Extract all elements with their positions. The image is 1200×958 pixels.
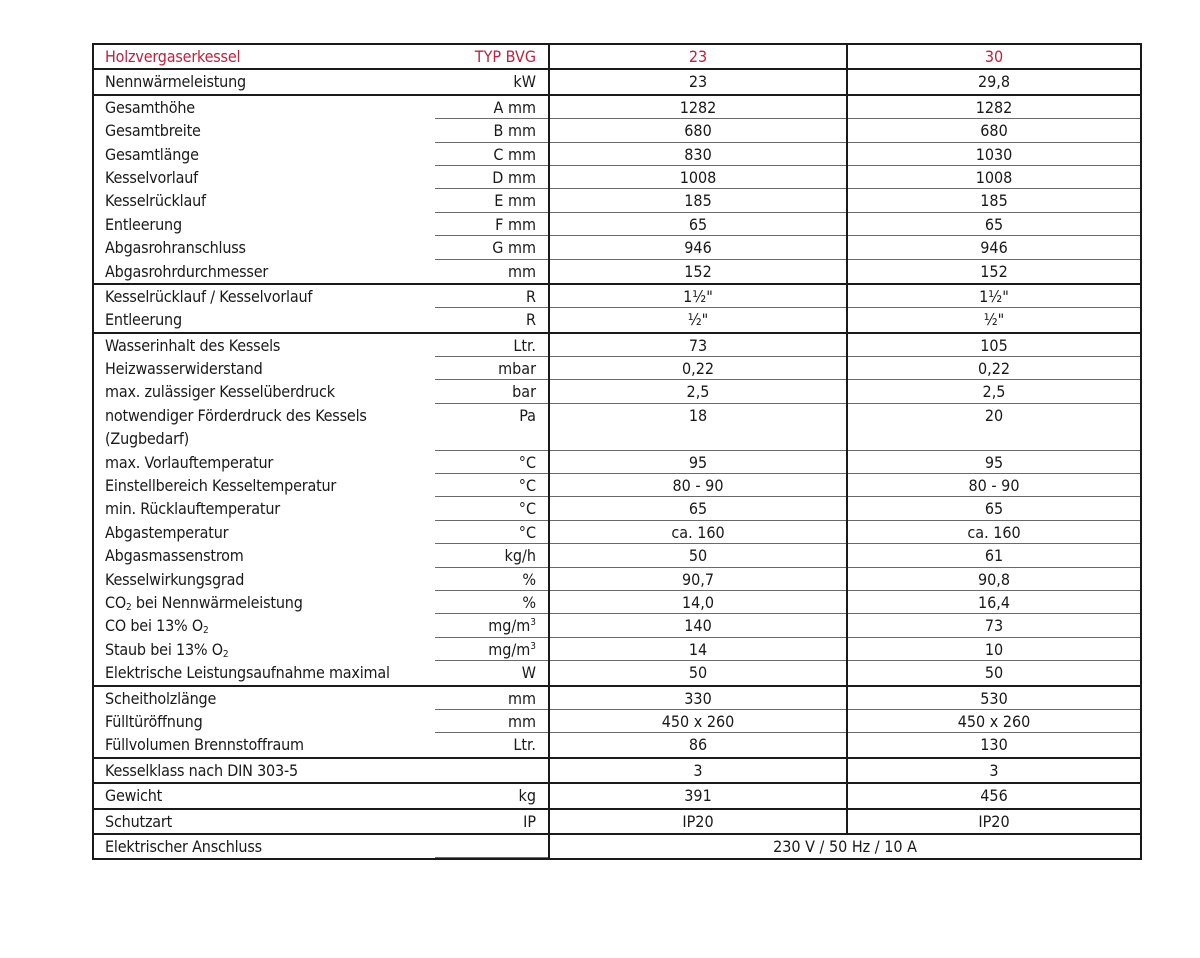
row-value-model-30: 65	[846, 213, 1140, 236]
row-label: Abgasrohranschluss	[105, 238, 246, 258]
row-unit: R	[437, 285, 548, 308]
row-value-model-23: 330	[548, 687, 846, 710]
row-label: Fülltüröffnung	[105, 711, 203, 731]
header-model-23: 23	[548, 45, 846, 68]
row-value-model-23: 95	[548, 451, 846, 474]
row-unit: E mm	[437, 189, 548, 212]
subscript: 2	[125, 602, 132, 613]
header-type-label: TYP BVG	[474, 47, 536, 66]
table-row	[94, 784, 1140, 809]
row-label: Abgasmassenstrom	[105, 546, 244, 566]
table-row	[94, 70, 1140, 95]
row-unit: Ltr.	[437, 334, 548, 357]
row-value-model-30: 0,22	[846, 357, 1140, 380]
row-unit: C mm	[437, 143, 548, 166]
row-value-model-30: 1030	[846, 143, 1140, 166]
row-unit: mm	[437, 687, 548, 710]
row-label: Wasserinhalt des Kessels	[105, 335, 281, 355]
row-label: Füllvolumen Brennstoffraum	[105, 735, 304, 755]
row-value-model-23: ca. 160	[548, 521, 846, 544]
row-value-model-23: 1282	[548, 96, 846, 119]
row-value-model-23: 50	[548, 544, 846, 567]
table-row	[94, 638, 1140, 661]
label-text: bei Nennwärmeleistung	[131, 593, 303, 612]
row-unit: A mm	[437, 96, 548, 119]
row-value-model-30: 946	[846, 236, 1140, 259]
label-line-2: (Zugbedarf)	[105, 429, 190, 449]
row-unit: mm	[507, 261, 536, 281]
table-row	[94, 661, 1140, 686]
row-value-model-30: 130	[846, 733, 1140, 756]
table-row	[94, 497, 1140, 520]
row-value-model-30: 16,4	[846, 591, 1140, 614]
table-row	[94, 687, 1140, 710]
row-unit: mm	[437, 710, 548, 733]
row-value-model-23: 185	[548, 189, 846, 212]
table-row	[94, 236, 1140, 259]
subscript: 2	[222, 648, 229, 660]
row-value-model-30: 3	[846, 759, 1140, 782]
row-unit: °C	[437, 474, 548, 497]
row-label	[94, 614, 437, 637]
table-row	[94, 544, 1140, 567]
row-value-model-30: 20	[846, 404, 1140, 451]
row-value-model-30: 450 x 260	[846, 710, 1140, 733]
row-unit	[437, 835, 548, 858]
table-row	[94, 810, 1140, 835]
row-value-model-23: 3	[548, 759, 846, 782]
row-label: min. Rücklauftemperatur	[105, 499, 281, 519]
row-value-model-30: 185	[846, 189, 1140, 212]
row-unit: kW	[513, 72, 536, 92]
row-value-model-30: ca. 160	[846, 521, 1140, 544]
row-value-model-23: 152	[548, 260, 846, 283]
superscript: 3	[530, 640, 536, 652]
row-label: Abgasrohrdurchmesser	[105, 261, 269, 281]
table-row	[94, 614, 1140, 637]
row-label: Kesselvorlauf	[105, 167, 199, 187]
row-label	[94, 404, 437, 451]
row-value-model-23: 65	[548, 213, 846, 236]
table-row	[94, 357, 1140, 380]
row-label	[94, 591, 437, 614]
row-value-model-30: 50	[846, 661, 1140, 684]
table-row	[94, 380, 1140, 403]
row-value-model-23: 1008	[548, 166, 846, 189]
row-value-model-30: 61	[846, 544, 1140, 567]
row-unit: W	[521, 663, 536, 683]
row-label: Kesselklass nach DIN 303-5	[105, 760, 298, 780]
row-label: Kesselrücklauf / Kesselvorlauf	[105, 286, 313, 306]
row-value-model-23: 2,5	[548, 380, 846, 403]
row-value-model-30: 90,8	[846, 568, 1140, 591]
row-unit	[437, 638, 548, 661]
row-label: Einstellbereich Kesseltemperatur	[105, 476, 337, 496]
row-value-model-30: 10	[846, 638, 1140, 661]
row-value-model-30: 105	[846, 334, 1140, 357]
row-label: Gesamtbreite	[105, 121, 201, 141]
row-value-model-23: 946	[548, 236, 846, 259]
row-value-model-23: IP20	[548, 810, 846, 833]
row-label: Abgastemperatur	[105, 522, 229, 542]
table-row	[94, 119, 1140, 142]
row-unit: mbar	[437, 357, 548, 380]
row-label	[94, 638, 437, 661]
table-row	[94, 451, 1140, 474]
label-text: CO	[105, 593, 126, 612]
row-value-model-30: 73	[846, 614, 1140, 637]
row-value-model-23: 80 - 90	[548, 474, 846, 497]
row-label: Scheitholzlänge	[105, 688, 217, 708]
table-header-row	[94, 45, 1140, 70]
subscript: 2	[203, 625, 209, 637]
unit-text: mg/m	[488, 616, 531, 636]
row-value-model-30: 456	[846, 784, 1140, 807]
table-row	[94, 213, 1140, 236]
row-label: Entleerung	[105, 310, 182, 330]
row-value-model-23: 0,22	[548, 357, 846, 380]
row-label: max. zulässiger Kesselüberdruck	[105, 382, 335, 402]
row-value-model-23: 14,0	[548, 591, 846, 614]
table-row	[94, 260, 1140, 285]
row-value-model-23: 140	[548, 614, 846, 637]
row-value-model-30: 29,8	[846, 70, 1140, 93]
row-label: Entleerung	[105, 214, 182, 234]
row-unit: °C	[437, 451, 548, 474]
table-row	[94, 285, 1140, 308]
row-unit: D mm	[437, 166, 548, 189]
row-value-model-30: 1½"	[846, 285, 1140, 308]
row-value-model-30: 95	[846, 451, 1140, 474]
row-unit: Pa	[437, 404, 548, 451]
row-value-model-23: 65	[548, 497, 846, 520]
row-value-model-30: ½"	[846, 308, 1140, 331]
row-value-combined: 230 V / 50 Hz / 10 A	[548, 835, 1140, 858]
table-row	[94, 96, 1140, 119]
row-value-model-30: 65	[846, 497, 1140, 520]
row-label: max. Vorlauftemperatur	[105, 452, 274, 472]
row-value-model-23: 73	[548, 334, 846, 357]
row-unit: kg	[518, 786, 536, 806]
row-value-model-23: 830	[548, 143, 846, 166]
label-line-1: notwendiger Förderdruck des Kessels	[105, 405, 367, 425]
row-label: Gesamtlänge	[105, 144, 199, 164]
row-value-model-30: 152	[846, 260, 1140, 283]
table-row	[94, 568, 1140, 591]
row-unit: °C	[437, 521, 548, 544]
row-label: Elektrischer Anschluss	[105, 836, 262, 856]
row-unit: °C	[437, 497, 548, 520]
row-value-model-30: 2,5	[846, 380, 1140, 403]
row-value-model-23: 1½"	[548, 285, 846, 308]
superscript: 3	[530, 617, 536, 629]
row-value-model-30: 1008	[846, 166, 1140, 189]
table-row	[94, 710, 1140, 733]
row-unit	[437, 759, 548, 782]
row-unit: R	[526, 310, 536, 330]
table-row	[94, 474, 1140, 497]
header-model-30: 30	[846, 45, 1140, 68]
row-label: Schutzart	[105, 811, 173, 831]
table-row	[94, 166, 1140, 189]
row-value-model-30: IP20	[846, 810, 1140, 833]
header-product-label: Holzvergaserkessel	[105, 47, 241, 66]
row-label: Kesselrücklauf	[105, 191, 206, 211]
row-value-model-23: 14	[548, 638, 846, 661]
row-unit: B mm	[437, 119, 548, 142]
row-value-model-23: 450 x 260	[548, 710, 846, 733]
row-value-model-23: 90,7	[548, 568, 846, 591]
row-value-model-23: 391	[548, 784, 846, 807]
row-label: Gewicht	[105, 786, 163, 806]
row-unit: %	[437, 568, 548, 591]
table-row	[94, 143, 1140, 166]
table-row	[94, 334, 1140, 357]
label-text: Staub bei 13% O	[105, 639, 223, 659]
row-unit: kg/h	[437, 544, 548, 567]
row-label: Nennwärmeleistung	[105, 72, 246, 92]
row-label: Gesamthöhe	[105, 97, 195, 117]
row-label: Heizwasserwiderstand	[105, 359, 263, 379]
row-value-model-30: 80 - 90	[846, 474, 1140, 497]
table-row	[94, 591, 1140, 614]
row-unit: G mm	[437, 236, 548, 259]
spec-table	[92, 43, 1142, 860]
row-value-model-30: 680	[846, 119, 1140, 142]
row-unit: Ltr.	[513, 735, 536, 755]
table-row	[94, 308, 1140, 333]
row-value-model-23: 50	[548, 661, 846, 684]
row-unit	[437, 614, 548, 637]
row-value-model-23: ½"	[548, 308, 846, 331]
table-row	[94, 835, 1140, 858]
label-text: CO bei 13% O	[105, 616, 204, 636]
row-value-model-23: 680	[548, 119, 846, 142]
row-value-model-23: 23	[548, 70, 846, 93]
unit-text: mg/m	[488, 639, 531, 659]
row-label: Kesselwirkungsgrad	[105, 569, 245, 589]
row-value-model-30: 1282	[846, 96, 1140, 119]
table-row	[94, 189, 1140, 212]
row-unit: %	[437, 591, 548, 614]
row-unit: F mm	[437, 213, 548, 236]
table-row	[94, 404, 1140, 451]
row-value-model-23: 86	[548, 733, 846, 756]
row-label: Elektrische Leistungsaufnahme maximal	[105, 663, 390, 683]
table-row	[94, 521, 1140, 544]
row-value-model-23: 18	[548, 404, 846, 451]
table-row	[94, 733, 1140, 758]
row-value-model-30: 530	[846, 687, 1140, 710]
row-unit: IP	[523, 811, 536, 831]
row-unit: bar	[437, 380, 548, 403]
table-row	[94, 759, 1140, 784]
